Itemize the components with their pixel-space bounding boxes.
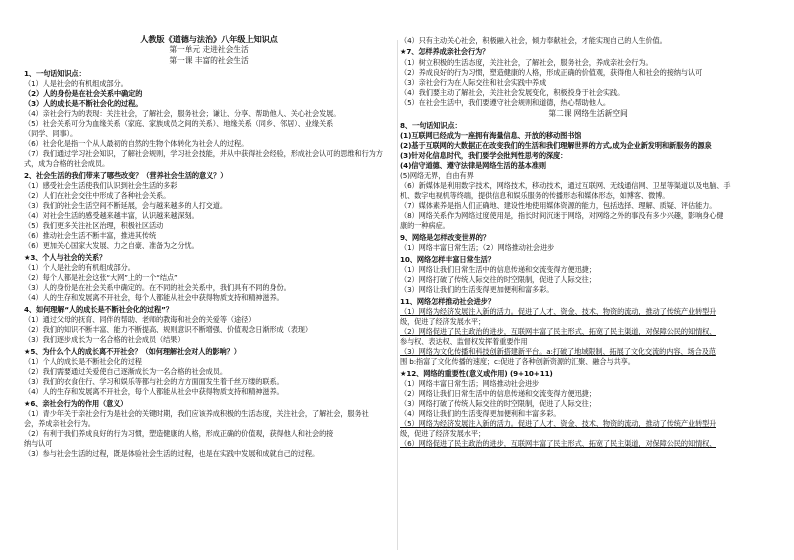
question-heading: ★12、网络的重要性(意义或作用) (9+10+11) xyxy=(400,369,553,378)
text-line: （4）亲社会行为的表现：关注社会，了解社会，服务社会；谦让、分享、帮助他人、关心社会发展。 xyxy=(24,109,341,118)
text-line: （6）网络促进了民主政治的进步，互联网丰富了民主形式、拓宽了民主渠道，对保障公民的知情权、 xyxy=(400,439,717,448)
section-heading: 1、一句话知识点： xyxy=(24,69,86,78)
text-line: （2）有利于我们养成良好的行为习惯，塑造健康的人格，形成正确的价值观，获得他人和社会的接 xyxy=(24,429,334,438)
text-line: 参与权、表达权、监督权发挥着重要作用 xyxy=(400,337,528,346)
text-line: 级，促进了经济发展水平； xyxy=(400,429,486,438)
text-line: （2）我们需要通过关爱使自己逐渐成长为一名合格的社会成员。 xyxy=(24,367,227,376)
text-line: （4）人的生存和发展离不开社会，每个人都能从社会中获得物质支持和精神滋养。 xyxy=(24,387,284,396)
question-heading: ★5、为什么个人的成长离不开社会？（如何理解社会对人的影响？） xyxy=(24,347,241,356)
text-line: （1）人是社会的有机组成部分。 xyxy=(24,79,128,88)
text-line: （3）亲社会行为在人际交往和社会实践中养成 xyxy=(400,78,547,87)
text-line: （1）网络为经济发展注入新的活力。促进了人才、资金、技术、物资的流动，推动了传统产业转型升 xyxy=(400,307,717,316)
text-line: （2）人们在社会交往中形成了各种社会关系。 xyxy=(24,191,171,200)
text-line: (5)网络无界，自由有界 xyxy=(400,171,474,180)
text-line: （4）只有主动关心社会，积极融入社会，倾力奉献社会，才能实现自己的人生价值。 xyxy=(400,36,667,45)
text-line: (1)互联网已经成为一座拥有海量信息、开放的移动图书馆 xyxy=(400,131,582,140)
text-line: （1）青少年关于亲社会行为是社会的关键时期，我们应该养成积极的生活态度，关注社会，了解社会，服务社 xyxy=(24,409,369,418)
text-line: 式，成为合格的社会成员。 xyxy=(24,159,110,168)
section-heading: 8、一句话知识点： xyxy=(400,121,462,130)
text-line: （1）感受社会生活使我们认识到社会生活的多彩 xyxy=(24,181,178,190)
text-line: （2）人的身份是在社会关系中确定的 xyxy=(24,89,143,98)
text-line: 围 b:指富了文化传播的速度；c:促进了各种创新资源的汇聚、融合与共享。 xyxy=(400,357,635,366)
text-line: （3）我们的社会生活空间不断延展，会与越来越多的人打交道。 xyxy=(24,201,227,210)
question-heading: ★7、怎样养成亲社会行为？ xyxy=(400,47,490,56)
text-line: （5）网络为经济发展注入新的活力。促进了人才、资金、技术、物资的流动，推动了传统产业转型升 xyxy=(400,419,717,428)
text-line: （2）网络让我们日常生活中的信息传递和交流变得方便迅捷； xyxy=(400,389,596,398)
text-line: （1）个人的成长是不断社会化的过程 xyxy=(24,357,142,366)
text-line: （4）网络让我们的生活变得更加便利和丰富多彩。 xyxy=(400,409,561,418)
text-line: (2)基于互联网的大数据正在改变我们的生活和我们理解世界的方式,成为企业新发明和新服务的源泉 xyxy=(400,141,712,150)
unit-heading: 第一单元 走进社会生活 xyxy=(169,45,249,54)
question-heading: 9、网络是怎样改变世界的？ xyxy=(400,233,490,242)
text-line: （4）人的生存和发展离不开社会，每个人都能从社会中获得物质支持和精神滋养。 xyxy=(24,293,284,302)
text-line: （2）每个人都是社会这张“大网”上的一个“结点” xyxy=(24,273,178,282)
text-line: （5）社会关系可分为血缘关系（家庭、家族成员之间的关系）、地缘关系（同乡、邻居）、业缘关系 xyxy=(24,119,334,128)
question-heading: ★6、亲社会行为的作用（意义） xyxy=(24,399,128,408)
text-line: （2）网络打破了传统人际交往的时空限制，促进了人际交往； xyxy=(400,275,596,284)
lesson-heading: 第一课 丰富的社会生活 xyxy=(169,56,249,65)
text-line: （4）对社会生活的感受越来越丰富，认识越来越深刻。 xyxy=(24,211,199,220)
text-line: （3）人的成长是不断社会化的过程。 xyxy=(24,99,143,108)
text-line: （3）人的身份是在社会关系中确定的。在不同的社会关系中，我们具有不同的身份。 xyxy=(24,283,291,292)
text-line: （2）网络促进了民主政治的进步，互联网丰富了民主形式、拓宽了民主渠道，对保障公民的知情权、 xyxy=(400,327,717,336)
text-line: （6）更加关心国家大发展、力之自豪、准备为之分忧。 xyxy=(24,241,199,250)
text-line: （3）我们逐步成长为一名合格的社会成员（结果） xyxy=(24,335,185,344)
text-line: （3）网络为文化传播和科技创新搭建新平台。a:打破了地域限制、拓展了文化交流的内容、场合及范 xyxy=(400,347,716,356)
text-line: （6）新媒体是利用数字技术，网络技术，移动技术，通过互联网、无线通信网、卫星等渠道以及电脑、手 xyxy=(400,181,731,190)
question-heading: 11、网络怎样推动社会进步？ xyxy=(400,297,495,306)
text-line: （2）我们的知识不断丰富、能力不断提高、规则意识不断增强、价值观念日渐形成（表现） xyxy=(24,325,312,334)
text-line: 会，养成亲社会行为。 xyxy=(24,419,95,428)
column-divider xyxy=(397,40,398,550)
question-heading: 2、社会生活的我们带来了哪些改变？（营养社会生活的意义？） xyxy=(24,171,228,180)
text-line: （8）网络关系作为网络过度使用是，指长时间沉迷于网络，对网络之外的事没有多少兴趣，影响身心健 xyxy=(400,211,724,220)
text-line: （6）推动社会生活不断丰富，推进其传统 xyxy=(24,231,157,240)
text-line: （1）树立积极的生活态度，关注社会，了解社会，服务社会，养成亲社会行为。 xyxy=(400,58,653,67)
text-line: （3）网络让我们的生活变得更加便利和富多彩。 xyxy=(400,285,554,294)
text-line: （1）网络丰富日常生活；（2）网络推动社会进步 xyxy=(400,243,555,252)
text-line: （4）我们要主动了解社会，关注社会发展变化，积极投身于社会实践。 xyxy=(400,88,625,97)
document-title: 人教版《道德与法治》八年级上知识点 xyxy=(140,34,278,44)
text-line: （3）参与社会生活的过程，既是体验社会生活的过程，也是在实践中发展和成就自己的过程。 xyxy=(24,449,320,458)
text-line: （1）个人是社会的有机组成部分。 xyxy=(24,263,135,272)
text-line: （3）我们的衣食住行、学习和娱乐等都与社会的方方面面发生着千丝万缕的联系。 xyxy=(24,377,284,386)
text-line: (3)针对化信息时代，我们要学会批判性思考的深度： xyxy=(400,151,568,160)
text-line: （5）在社会生活中，我们要遵守社会规则和道德，热心帮助他人。 xyxy=(400,98,611,107)
text-line: 纳与认可 xyxy=(24,439,53,448)
text-line: （5）我们更多关注社区治理，积极社区活动 xyxy=(24,221,164,230)
text-line: (4)信守道德、遵守法律是网络生活的基本准则 xyxy=(400,161,546,170)
text-line: （6）社会化是指一个从人最初的自然的生物个体转化为社会人的过程。 xyxy=(24,139,249,148)
text-line: 级，促进了经济发展水平； xyxy=(400,317,486,326)
text-line: （1）网络让我们日常生活中的信息传递和交流变得方便迅捷； xyxy=(400,265,596,274)
lesson-heading: 第二课 网络生活新空间 xyxy=(548,109,628,118)
text-line: 康的一种病症。 xyxy=(400,221,450,230)
question-heading: 4、如何理解“人的成长是不断社会化的过程”？ xyxy=(24,305,173,314)
text-line: （2）养成良好的行为习惯，塑造健康的人格，形成正确的价值观，获得他人和社会的接纳与认可 xyxy=(400,68,703,77)
text-line: （1）通过父母的抚育、同伴的帮助、老师的教诲和社会的关爱等（途径） xyxy=(24,315,256,324)
text-line: （同学、同事）。 xyxy=(24,129,78,138)
text-line: （7）媒体素养是指人们正确地、建设性地使用媒体资源的能力，包括选择、理解、质疑、评估能力。 xyxy=(400,201,717,210)
text-line: （7）我们通过学习社会知识，了解社会规则，学习社会技能，并从中获得社会经验，形成社会认可的思维和行为方 xyxy=(24,149,383,158)
question-heading: ★3、个人与社会的关系？ xyxy=(24,253,107,262)
text-line: （1）网络丰富日常生活；网络推动社会进步 xyxy=(400,379,540,388)
question-heading: 10、网络怎样丰富日常生活？ xyxy=(400,255,495,264)
text-line: 机、数字电视机等终端，提供信息和娱乐服务的传播形态和媒体形态，如博客、微博。 xyxy=(400,191,670,200)
text-line: （3）网络打破了传统人际交往的时空限制，促进了人际交往； xyxy=(400,399,596,408)
